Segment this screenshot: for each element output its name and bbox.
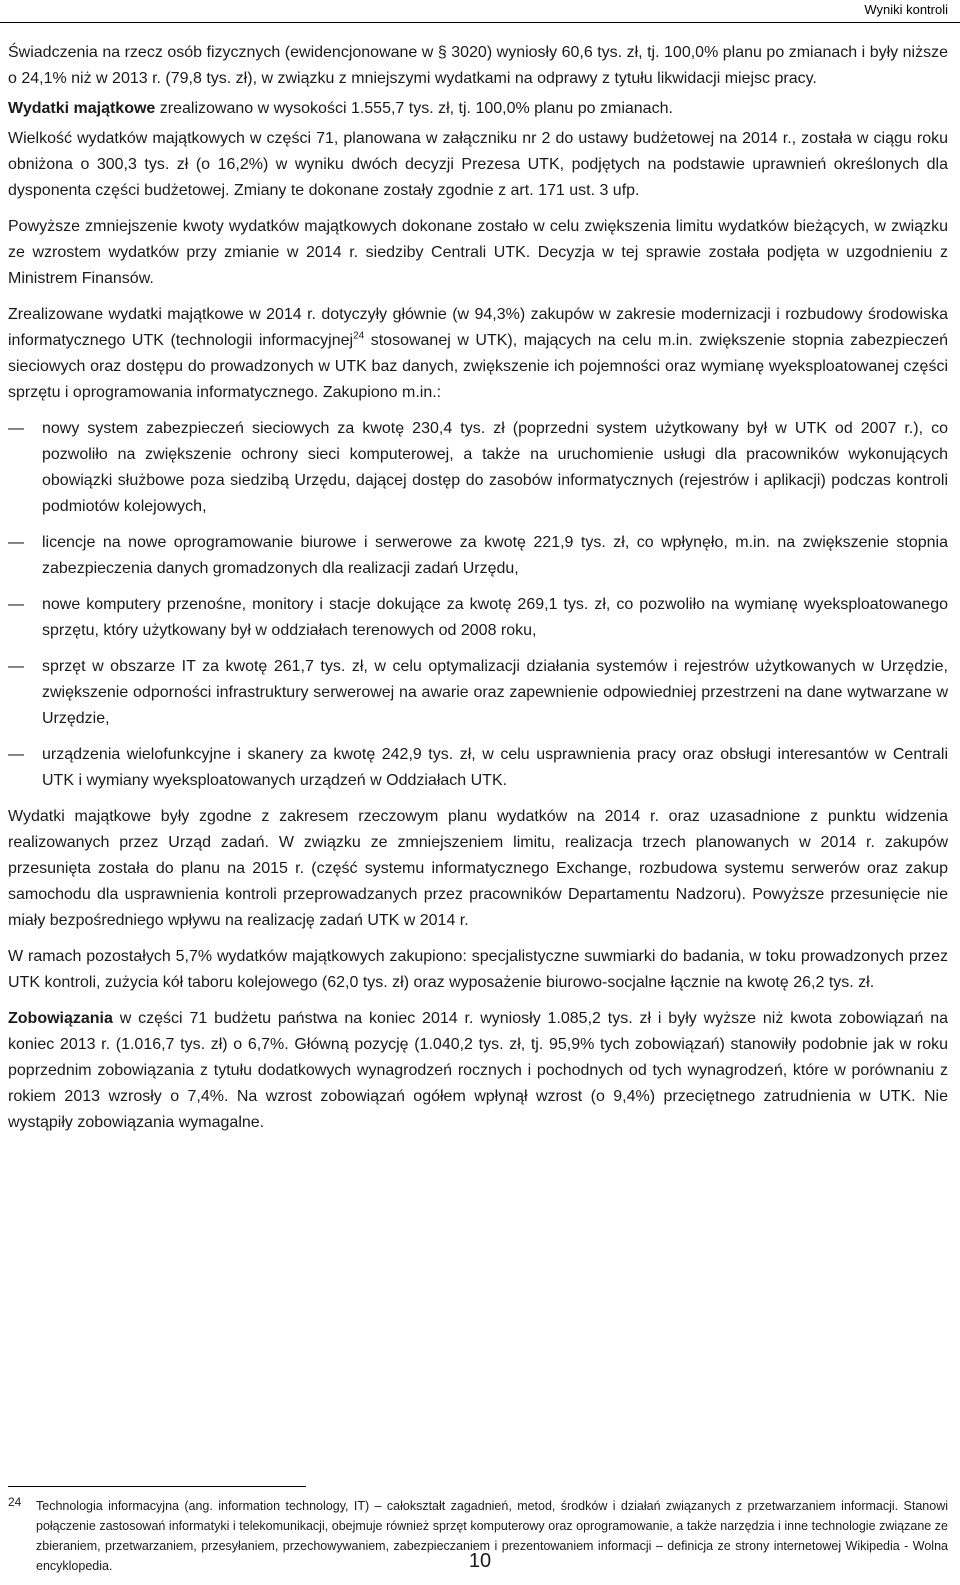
page-number: 10 [468, 1550, 492, 1572]
dash-icon: — [8, 746, 24, 763]
dash-icon: — [8, 596, 24, 613]
footnote-text: Technologia informacyjna (ang. information technology, IT) – całokształt zagadnień, metod, środków i działań związanych z przetwarzaniem informacji. Stanowi połączenie zastosowań informatyki i telekomunikacji, obejmuje również sprzęt komputerowy oraz oprogramowanie, a także narzędzia i inne technologie związane ze zbieraniem, przetwarzaniem, przesyłaniem, przechowywaniem, zabezpieczaniem i prezentowaniem informacji – definicja ze strony internetowej Wikipedia - Wolna encyklopedia. [36, 1499, 948, 1573]
header-title: Wyniki kontroli [864, 2, 948, 17]
list-item: — urządzenia wielofunkcyjne i skanery za kwotę 242,9 tys. zł, w celu usprawnienia pracy oraz obsługi interesantów w Centrali UTK i wymiany wyeksploatowanych urządzeń w Oddziałach UTK. [8, 742, 948, 794]
list-item: — nowe komputery przenośne, monitory i stacje dokujące za kwotę 269,1 tys. zł, co pozwoliło na wymianę wyeksploatowanego sprzętu, który użytkowany był w oddziałach terenowych od 2008 roku, [8, 592, 948, 644]
list-item: — nowy system zabezpieczeń sieciowych za kwotę 230,4 tys. zł (poprzedni system użytkowany był w UTK od 2007 r.), co pozwoliło na zwiększenie ochrony sieci komputerowej, a także na uruchomienie usługi dla pracowników wykonujących obowiązki służbowe poza siedzibą Urzędu, dającej dostęp do zasobów informatycznych (rejestrów i aplikacji) podczas kontroli podmiotów kolejowych, [8, 416, 948, 520]
document-body [8, 40, 948, 1146]
list-item: — sprzęt w obszarze IT za kwotę 261,7 tys. zł, w celu optymalizacji działania systemów i rejestrów użytkowanych w Urzędzie, zwiększenie odporności infrastruktury serwerowej na awarie oraz zapewnienie odpowiedniej przestrzeni na dane wytwarzane w Urzędzie, [8, 654, 948, 732]
dash-icon: — [8, 658, 24, 675]
list-item: — licencje na nowe oprogramowanie biurowe i serwerowe za kwotę 221,9 tys. zł, co wpłynęło, m.in. na zwiększenie stopnia zabezpieczenia danych gromadzonych dla realizacji zadań Urzędu, [8, 530, 948, 582]
capital-expenditures-heading: Wydatki majątkowe [8, 100, 156, 117]
footnote-number: 24 [8, 1495, 22, 1509]
liabilities-heading: Zobowiązania [8, 1010, 113, 1027]
paragraph-remaining-expenditures: W ramach pozostałych 5,7% wydatków majątkowych zakupiono: specjalistyczne suwmiarki do badania, w toku prowadzonych przez UTK kontroli, zużycia kół taboru kolejowego (62,0 tys. zł) oraz wyposażenie biurowo-socjalne łącznie na kwotę 26,2 tys. zł. [8, 948, 948, 991]
footnote-separator [8, 1486, 306, 1487]
paragraph-liabilities [8, 1006, 948, 1136]
footnote-ref: 24 [353, 330, 365, 342]
page-header [0, 0, 960, 23]
purchases-list [8, 416, 948, 794]
dash-icon: — [8, 534, 24, 551]
liabilities-text: w części 71 budżetu państwa na koniec 2014 r. wyniosły 1.085,2 tys. zł i były wyższe niż kwota zobowiązań na koniec 2013 r. (1.016,7 tys. zł) o 6,7%. Główną pozycję (1.040,2 tys. zł, tj. 95,9% tych zobowiązań) stanowiły podobnie jak w roku poprzednim zobowiązania z tytułu dodatkowych wynagrodzeń rocznych i pochodnych od tych wynagrodzeń, które w porównaniu z rokiem 2013 wzrosły o 7,4%. Na wzrost zobowiązań ogółem wpłynął wzrost (o 9,4%) przeciętnego zatrudnienia w UTK. Nie wystąpiły zobowiązania wymagalne. [8, 1010, 948, 1131]
paragraph-capital-expenditures [8, 96, 948, 122]
paragraph-benefits: Świadczenia na rzecz osób fizycznych (ewidencjonowane w § 3020) wyniosły 60,6 tys. zł, tj. 100,0% planu po zmianach i były niższe o 24,1% niż w 2013 r. (79,8 tys. zł), w związku z mniejszymi wydatkami na odprawy z tytułu likwidacji miejsc pracy. [8, 44, 948, 87]
dash-icon: — [8, 420, 24, 437]
paragraph-expenditure-reduction: Wielkość wydatków majątkowych w części 71, planowana w załączniku nr 2 do ustawy budżetowej na 2014 r., została w ciągu roku obniżona o 300,3 tys. zł (o 16,2%) w wyniku dwóch decyzji Prezesa UTK, podjętych na podstawie uprawnień określonych dla dysponenta części budżetowej. Zmiany te dokonane zostały zgodnie z art. 171 ust. 3 ufp. [8, 130, 948, 199]
capital-expenditures-text: zrealizowano w wysokości 1.555,7 tys. zł, tj. 100,0% planu po zmianach. [155, 100, 673, 117]
paragraph-plan-compliance: Wydatki majątkowe były zgodne z zakresem rzeczowym planu wydatków na 2014 r. oraz uzasadnione z punktu widzenia realizowanych przez Urząd zadań. W związku ze zmniejszeniem limitu, realizacja trzech planowanych w 2014 r. zakupów przesunięta została do planu na 2015 r. (część systemu informatycznego Exchange, rozbudowa systemu serwerów oraz zakup samochodu dla usprawnienia kontroli przeprowadzanych przez pracowników Departamentu Nadzoru). Powyższe przesunięcie nie miały bezpośredniego wpływu na realizację zadań UTK w 2014 r. [8, 808, 948, 929]
paragraph-reduction-purpose: Powyższe zmniejszenie kwoty wydatków majątkowych dokonane zostało w celu zwiększenia limitu wydatków bieżących, w związku ze wzrostem wydatków przy zmianie w 2014 r. siedziby Centrali UTK. Decyzja w tej sprawie została podjęta w uzgodnieniu z Ministrem Finansów. [8, 218, 948, 287]
paragraph-it-purchases: Zrealizowane wydatki majątkowe w 2014 r. dotyczyły głównie (w 94,3%) zakupów w zakresie modernizacji i rozbudowy środowiska informatycznego UTK (technologii informacyjnej$^{24}$ stosowanej w UTK), mających na celu m.in. zwiększenie stopnia zabezpieczeń sieciowych oraz dostępu do prowadzonych w UTK baz danych, zwiększenie ich pojemności oraz wymianę wyeksploatowanej części sprzętu i oprogramowania informatycznego. Zakupiono m.in.: [8, 306, 949, 401]
